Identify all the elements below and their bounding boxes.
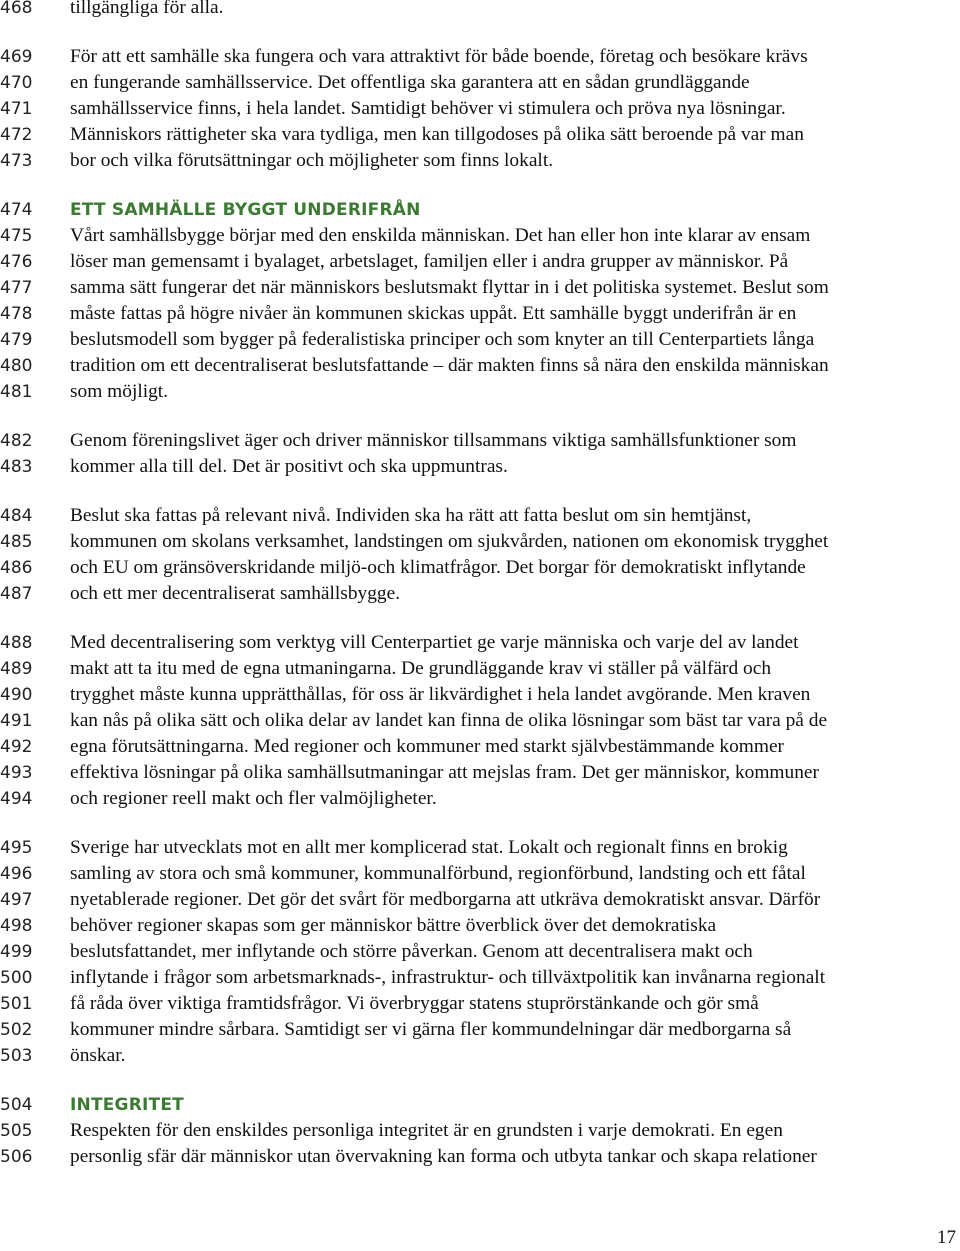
line-number: 482 [0, 431, 33, 451]
line-number: 476 [0, 252, 33, 272]
line-text: och regioner reell makt och fler valmöjligheter. [70, 788, 437, 809]
line-number: 499 [0, 942, 33, 962]
line-text: få råda över viktiga framtidsfrågor. Vi överbryggar statens stuprörstänkande och gör små [70, 993, 759, 1014]
line-number: 503 [0, 1046, 33, 1066]
line-number: 501 [0, 994, 33, 1014]
line-number: 477 [0, 278, 33, 298]
line-number: 485 [0, 532, 33, 552]
line-number: 506 [0, 1147, 33, 1167]
line-number: 481 [0, 382, 33, 402]
line-text: och ett mer decentraliserat samhällsbygge. [70, 583, 401, 604]
line-text: tillgängliga för alla. [70, 0, 224, 18]
line-number: 496 [0, 864, 33, 884]
line-text: beslutsmodell som bygger på federalistiska principer och som knyter an till Centerpartiets långa [70, 329, 815, 350]
line-number: 492 [0, 737, 33, 757]
line-text: behöver regioner skapas som ger människor bättre överblick över det demokratiska [70, 915, 717, 936]
line-number: 479 [0, 330, 33, 350]
line-text: Vårt samhällsbygge börjar med den enskilda människan. Det han eller hon inte klarar av ensam [70, 225, 811, 246]
line-number: 470 [0, 73, 33, 93]
line-text: måste fattas på högre nivåer än kommunen skickas uppåt. Ett samhälle byggt underifrån är en [70, 303, 797, 324]
line-text: makt att ta itu med de egna utmaningarna. De grundläggande krav vi ställer på välfärd och [70, 658, 772, 679]
line-number: 478 [0, 304, 33, 324]
line-number: 473 [0, 151, 33, 171]
line-text: samhällsservice finns, i hela landet. Samtidigt behöver vi stimulera och pröva nya lösningar. [70, 98, 786, 119]
line-text: Respekten för den enskildes personliga integritet är en grundsten i varje demokrati. En egen [70, 1120, 783, 1141]
line-number: 493 [0, 763, 33, 783]
line-text: kommuner mindre sårbara. Samtidigt ser vi gärna fler kommundelningar där medborgarna så [70, 1019, 792, 1040]
line-number: 480 [0, 356, 33, 376]
line-text: Beslut ska fattas på relevant nivå. Individen ska ha rätt att fatta beslut om sin hemtjänst, [70, 505, 752, 526]
line-text: önskar. [70, 1045, 126, 1066]
line-number: 500 [0, 968, 33, 988]
line-text: kan nås på olika sätt och olika delar av landet kan finna de olika lösningar som bäst tar vara på de [70, 710, 828, 731]
line-text: trygghet måste kunna upprätthållas, för oss är likvärdighet i hela landet avgörande. Men kraven [70, 684, 811, 705]
line-number: 487 [0, 584, 33, 604]
line-number: 471 [0, 99, 33, 119]
line-number: 504 [0, 1095, 33, 1115]
line-text: tradition om ett decentraliserat beslutsfattande – där makten finns så nära den enskilda människan [70, 355, 829, 376]
line-text: kommunen om skolans verksamhet, landstingen om sjukvården, nationen om ekonomisk trygghet [70, 531, 829, 552]
line-number: 468 [0, 0, 33, 18]
line-number: 488 [0, 633, 33, 653]
line-text: löser man gemensamt i byalaget, arbetslaget, familjen eller i andra grupper av människor. På [70, 251, 789, 272]
line-text: bor och vilka förutsättningar och möjligheter som finns lokalt. [70, 150, 554, 171]
line-text: För att ett samhälle ska fungera och vara attraktivt för både boende, företag och besökare krävs [70, 46, 808, 67]
line-number: 474 [0, 200, 33, 220]
line-text: Sverige har utvecklats mot en allt mer komplicerad stat. Lokalt och regionalt finns en brokig [70, 837, 788, 858]
line-number: 475 [0, 226, 33, 246]
section-heading: INTEGRITET [70, 1095, 184, 1115]
line-number: 486 [0, 558, 33, 578]
line-number: 491 [0, 711, 33, 731]
line-text: nyetablerade regioner. Det gör det svårt för medborgarna att utkräva demokratiskt ansvar. Därför [70, 889, 821, 910]
line-number: 483 [0, 457, 33, 477]
line-text: egna förutsättningarna. Med regioner och kommuner med starkt självbestämmande kommer [70, 736, 785, 757]
line-number: 490 [0, 685, 33, 705]
line-text: beslutsfattandet, mer inflytande och större påverkan. Genom att decentralisera makt och [70, 941, 753, 962]
line-number: 497 [0, 890, 33, 910]
page-number: 17 [937, 1227, 956, 1248]
line-number: 494 [0, 789, 33, 809]
line-text: Genom föreningslivet äger och driver människor tillsammans viktiga samhällsfunktioner som [70, 430, 797, 451]
line-text: en fungerande samhällsservice. Det offentliga ska garantera att en sådan grundläggande [70, 72, 750, 93]
line-number: 472 [0, 125, 33, 145]
line-number: 498 [0, 916, 33, 936]
line-text: kommer alla till del. Det är positivt och ska uppmuntras. [70, 456, 508, 477]
line-number: 489 [0, 659, 33, 679]
line-text: som möjligt. [70, 381, 169, 402]
line-text: personlig sfär där människor utan övervakning kan forma och utbyta tankar och skapa relationer [70, 1146, 817, 1167]
line-number: 469 [0, 47, 33, 67]
line-text: inflytande i frågor som arbetsmarknads-, infrastruktur- och tillväxtpolitik kan invånarna regionalt [70, 967, 826, 988]
line-number: 505 [0, 1121, 33, 1141]
line-text: samling av stora och små kommuner, kommunalförbund, regionförbund, landsting och ett fåtal [70, 863, 806, 884]
line-text: Människors rättigheter ska vara tydliga, men kan tillgodoses på olika sätt beroende på var man [70, 124, 804, 145]
line-text: samma sätt fungerar det när människors beslutsmakt flyttar in i det politiska systemet. Beslut som [70, 277, 829, 298]
line-text: Med decentralisering som verktyg vill Centerpartiet ge varje människa och varje del av landet [70, 632, 799, 653]
line-number: 495 [0, 838, 33, 858]
line-text: och EU om gränsöverskridande miljö-och klimatfrågor. Det borgar för demokratiskt inflytande [70, 557, 806, 578]
line-number: 502 [0, 1020, 33, 1040]
line-text: effektiva lösningar på olika samhällsutmaningar att mejslas fram. Det ger människor, kommuner [70, 762, 819, 783]
line-number: 484 [0, 506, 33, 526]
section-heading: ETT SAMHÄLLE BYGGT UNDERIFRÅN [70, 200, 421, 220]
